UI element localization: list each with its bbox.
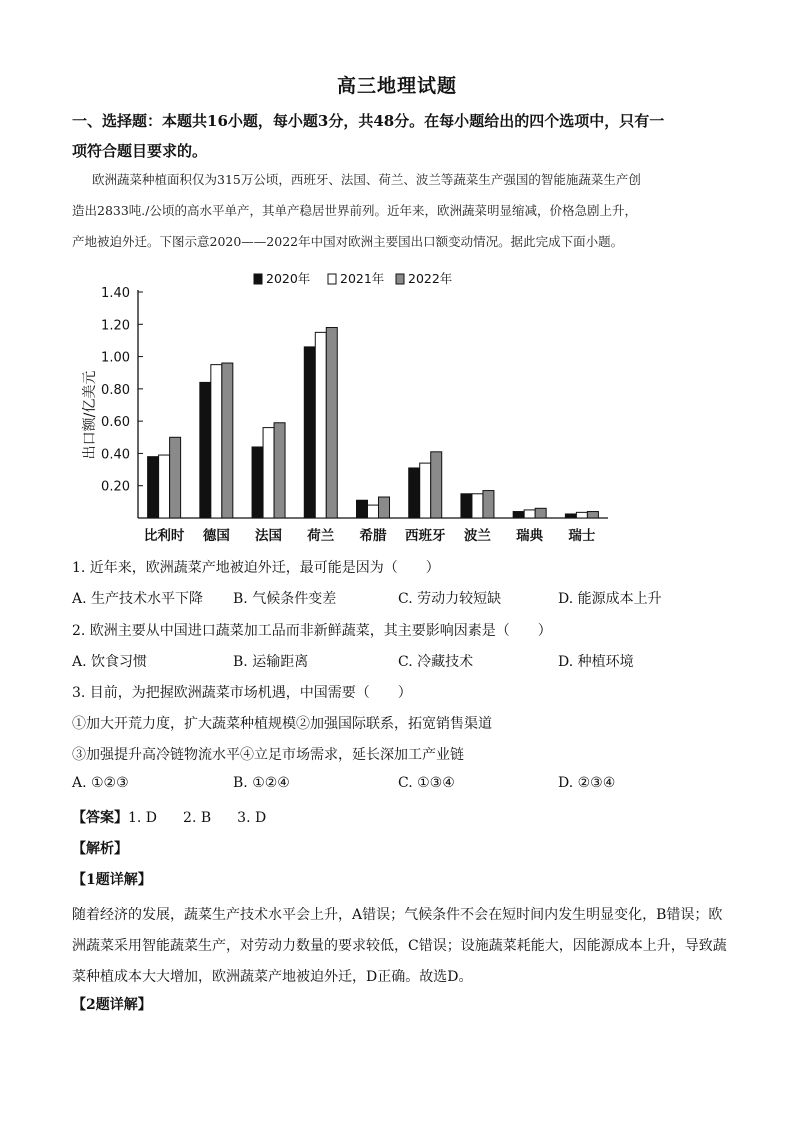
q3-option-b: B. ①②④ xyxy=(233,775,290,791)
y-tick-label: 0.80 xyxy=(101,382,130,398)
question-2-stem: 2. 欧洲主要从中国进口蔬菜加工品而非新鲜蔬菜，其主要影响因素是（ ） xyxy=(72,623,552,639)
q3-statement-line2: ③加强提升高冷链物流水平④立足市场需求，延长深加工产业链 xyxy=(72,747,464,763)
page-title: 高三地理试题 xyxy=(336,75,457,97)
bar xyxy=(326,328,337,518)
bar xyxy=(159,455,170,518)
q2-option-b: B. 运输距离 xyxy=(233,654,309,670)
bar xyxy=(200,382,211,518)
intro-line1: 欧洲蔬菜种植面积仅为315万公顷，西班牙、法国、荷兰、波兰等蔬菜生产强国的智能施蔬菜生产创 xyxy=(92,172,641,187)
bar xyxy=(368,505,379,518)
intro-line3: 产地被迫外迁。下图示意2020——2022年中国对欧洲主要国出口额变动情况。据此完成下面小题。 xyxy=(72,234,624,249)
answer-item-3: 3. D xyxy=(237,810,267,826)
bar xyxy=(357,500,368,518)
bar xyxy=(576,512,587,518)
x-tick-label: 法国 xyxy=(255,528,283,544)
bar xyxy=(587,512,598,518)
bar xyxy=(148,457,159,518)
question-1-stem: 1. 近年来，欧洲蔬菜产地被迫外迁，最可能是因为（ ） xyxy=(72,560,440,576)
q2-option-c: C. 冷藏技术 xyxy=(398,654,474,670)
detail-1-text: 随着经济的发展，蔬菜生产技术水平会上升，A错误；气候条件不会在短时间内发生明显变化，B错误；欧洲蔬菜采用智能蔬菜生产，对劳动力数量的要求较低，C错误；设施蔬菜耗能大，因能源成本上升，导致蔬菜种植成本大大增加，欧洲蔬菜产地被迫外迁，D正确。故选D。 xyxy=(72,907,727,985)
bar xyxy=(379,497,390,518)
detail-1-label: 【1题详解】 xyxy=(72,872,152,888)
bar xyxy=(263,428,274,518)
bar xyxy=(409,468,420,518)
bar xyxy=(304,347,315,518)
legend-swatch xyxy=(328,274,336,284)
bar xyxy=(315,332,326,518)
legend-swatch xyxy=(254,274,262,284)
x-tick-label: 比利时 xyxy=(143,528,185,544)
y-tick-label: 0.20 xyxy=(101,479,130,495)
bar xyxy=(431,452,442,518)
y-axis-label: 出口额/亿美元 xyxy=(82,370,98,460)
x-tick-label: 德国 xyxy=(202,528,230,544)
q3-option-c: C. ①③④ xyxy=(398,775,455,791)
q1-option-b: B. 气候条件变差 xyxy=(233,591,337,607)
bar xyxy=(524,510,535,518)
bar xyxy=(274,423,285,518)
bar xyxy=(420,463,431,518)
bar xyxy=(483,491,494,518)
bar xyxy=(513,512,524,518)
x-tick-label: 瑞士 xyxy=(568,528,596,544)
bar xyxy=(535,508,546,518)
bar xyxy=(461,494,472,518)
q1-option-d: D. 能源成本上升 xyxy=(558,591,662,607)
export-bar-chart xyxy=(78,265,618,550)
q3-option-a: A. ①②③ xyxy=(72,775,129,791)
q1-option-c: C. 劳动力较短缺 xyxy=(398,591,502,607)
answer-item-1: 1. D xyxy=(128,810,158,826)
bar xyxy=(222,363,233,518)
legend-label: 2021年 xyxy=(340,271,385,286)
answer-label: 【答案】 xyxy=(72,810,128,826)
legend-label: 2020年 xyxy=(266,271,311,286)
bar xyxy=(252,447,263,518)
intro-line2: 造出2833吨./公顷的高水平单产，其单产稳居世界前列。近年来，欧洲蔬菜明显缩减，价格急剧上升， xyxy=(72,203,637,218)
answer-line xyxy=(72,807,266,827)
question-3-stem: 3. 目前，为把握欧洲蔬菜市场机遇，中国需要（ ） xyxy=(72,685,412,701)
y-tick-label: 1.20 xyxy=(101,318,130,334)
y-tick-label: 0.40 xyxy=(101,447,130,463)
y-tick-label: 0.60 xyxy=(101,415,130,431)
x-tick-label: 瑞典 xyxy=(516,528,544,544)
q2-option-a: A. 饮食习惯 xyxy=(72,654,148,670)
q3-statement-line1: ①加大开荒力度，扩大蔬菜种植规模②加强国际联系，拓宽销售渠道 xyxy=(72,716,492,732)
bar xyxy=(170,437,181,518)
answer-item-2: 2. B xyxy=(183,810,212,826)
bar xyxy=(211,365,222,518)
legend-swatch xyxy=(396,274,404,284)
y-tick-label: 1.00 xyxy=(101,350,130,366)
q3-option-d: D. ②③④ xyxy=(558,775,616,791)
y-tick-label: 1.40 xyxy=(101,286,130,301)
section-heading-line1: 一、选择题：本题共16小题，每小题3分，共48分。在每小题给出的四个选项中，只有一 xyxy=(72,112,665,130)
legend-label: 2022年 xyxy=(408,271,453,286)
analysis-label: 【解析】 xyxy=(72,841,128,857)
bar xyxy=(565,514,576,518)
bar xyxy=(472,494,483,518)
detail-2-label: 【2题详解】 xyxy=(72,997,152,1013)
q2-option-d: D. 种植环境 xyxy=(558,654,634,670)
x-tick-label: 希腊 xyxy=(359,528,387,544)
x-tick-label: 波兰 xyxy=(463,528,491,544)
x-tick-label: 西班牙 xyxy=(404,528,446,544)
q1-option-a: A. 生产技术水平下降 xyxy=(72,591,204,607)
section-heading-line2: 项符合题目要求的。 xyxy=(72,142,208,160)
x-tick-label: 荷兰 xyxy=(307,528,335,544)
